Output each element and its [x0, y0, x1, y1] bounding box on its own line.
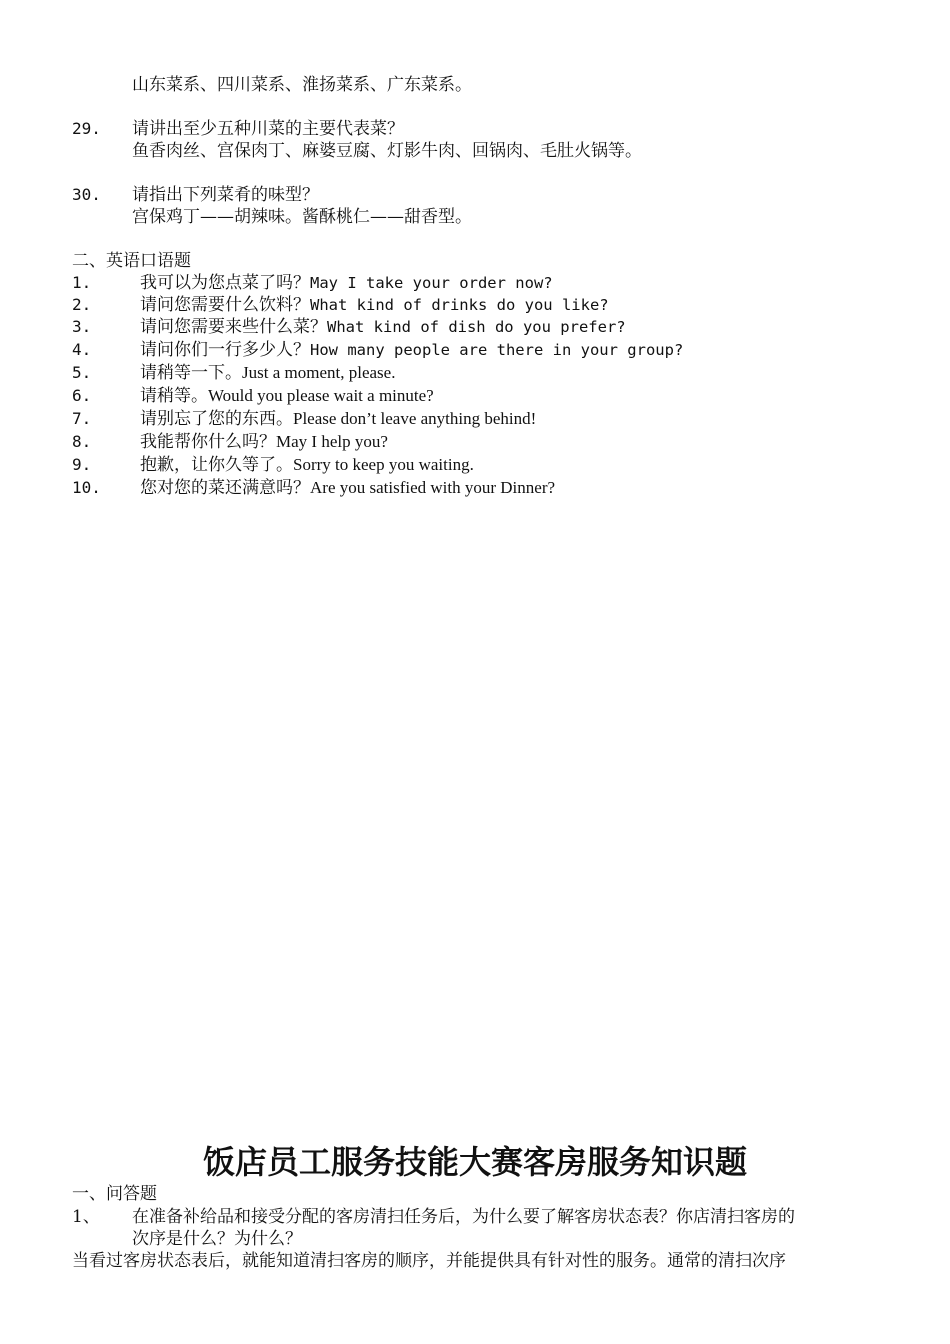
phrase-item — [140, 272, 553, 294]
phrase-number: 10. — [72, 478, 101, 497]
phrase-number: 4. — [72, 340, 92, 359]
phrase-number: 9. — [72, 455, 92, 474]
phrase-item — [140, 431, 388, 453]
q30-answer: 宫保鸡丁——胡辣味。酱酥桃仁——甜香型。 — [132, 207, 472, 227]
phrase-chinese: 我可以为您点菜了吗？ — [140, 273, 310, 293]
phrase-number: 8. — [72, 432, 92, 451]
phrase-item — [140, 408, 536, 430]
q29-question: 请讲出至少五种川菜的主要代表菜？ — [132, 119, 404, 139]
cuisines-text: 山东菜系、四川菜系、淮扬菜系、广东菜系。 — [132, 75, 472, 95]
phrase-item — [140, 477, 555, 499]
phrase-english: What kind of drinks do you like? — [310, 296, 609, 314]
q1-answer-line1: 当看过客房状态表后，就能知道清扫客房的顺序，并能提供具有针对性的服务。通常的清扫次序 — [72, 1251, 786, 1271]
phrase-item — [140, 454, 474, 476]
phrase-item — [140, 316, 626, 338]
phrase-english: What kind of dish do you prefer? — [327, 318, 626, 336]
phrase-english: Would you please wait a minute? — [208, 386, 434, 405]
phrase-english: Just a moment, please. — [242, 363, 396, 382]
phrase-item — [140, 294, 609, 316]
phrase-chinese: 请别忘了您的东西。 — [140, 409, 293, 429]
phrase-chinese: 请稍等。 — [140, 386, 208, 406]
phrase-chinese: 抱歉，让你久等了。 — [140, 455, 293, 475]
phrase-english: Are you satisfied with your Dinner? — [310, 478, 556, 497]
q30-number: 30. — [72, 185, 101, 204]
phrase-chinese: 请问您需要来些什么菜？ — [140, 317, 327, 337]
phrase-number: 1. — [72, 273, 92, 292]
phrase-chinese: 请问您需要什么饮料？ — [140, 295, 310, 315]
q1-question-line2: 次序是什么？为什么？ — [132, 1229, 302, 1249]
phrase-number: 5. — [72, 363, 92, 382]
english-section-heading: 二、英语口语题 — [72, 251, 191, 271]
phrase-english: How many people are there in your group? — [310, 341, 684, 359]
phrase-number: 6. — [72, 386, 92, 405]
qa-section-heading: 一、问答题 — [72, 1184, 157, 1204]
q29-answer: 鱼香肉丝、宫保肉丁、麻婆豆腐、灯影牛肉、回锅肉、毛肚火锅等。 — [132, 141, 642, 161]
phrase-item — [140, 339, 683, 361]
page-title: 饭店员工服务技能大赛客房服务知识题 — [202, 1143, 747, 1181]
phrase-number: 3. — [72, 317, 92, 336]
phrase-english: May I take your order now? — [310, 274, 553, 292]
phrase-english: Please don’t leave anything behind! — [293, 409, 537, 428]
phrase-english: Sorry to keep you waiting. — [293, 455, 474, 474]
q30-question: 请指出下列菜肴的味型？ — [132, 185, 319, 205]
phrase-number: 2. — [72, 295, 92, 314]
phrase-number: 7. — [72, 409, 92, 428]
phrase-chinese: 您对您的菜还满意吗？ — [140, 478, 310, 498]
phrase-english: May I help you? — [276, 432, 388, 451]
q29-number: 29. — [72, 119, 101, 138]
q1-question-line1: 在准备补给品和接受分配的客房清扫任务后，为什么要了解客房状态表？你店清扫客房的 — [132, 1207, 795, 1227]
phrase-chinese: 请问你们一行多少人？ — [140, 340, 310, 360]
phrase-chinese: 请稍等一下。 — [140, 363, 242, 383]
phrase-chinese: 我能帮你什么吗？ — [140, 432, 276, 452]
q1-number: 1、 — [72, 1207, 100, 1227]
phrase-item — [140, 385, 434, 407]
phrase-item — [140, 362, 395, 384]
